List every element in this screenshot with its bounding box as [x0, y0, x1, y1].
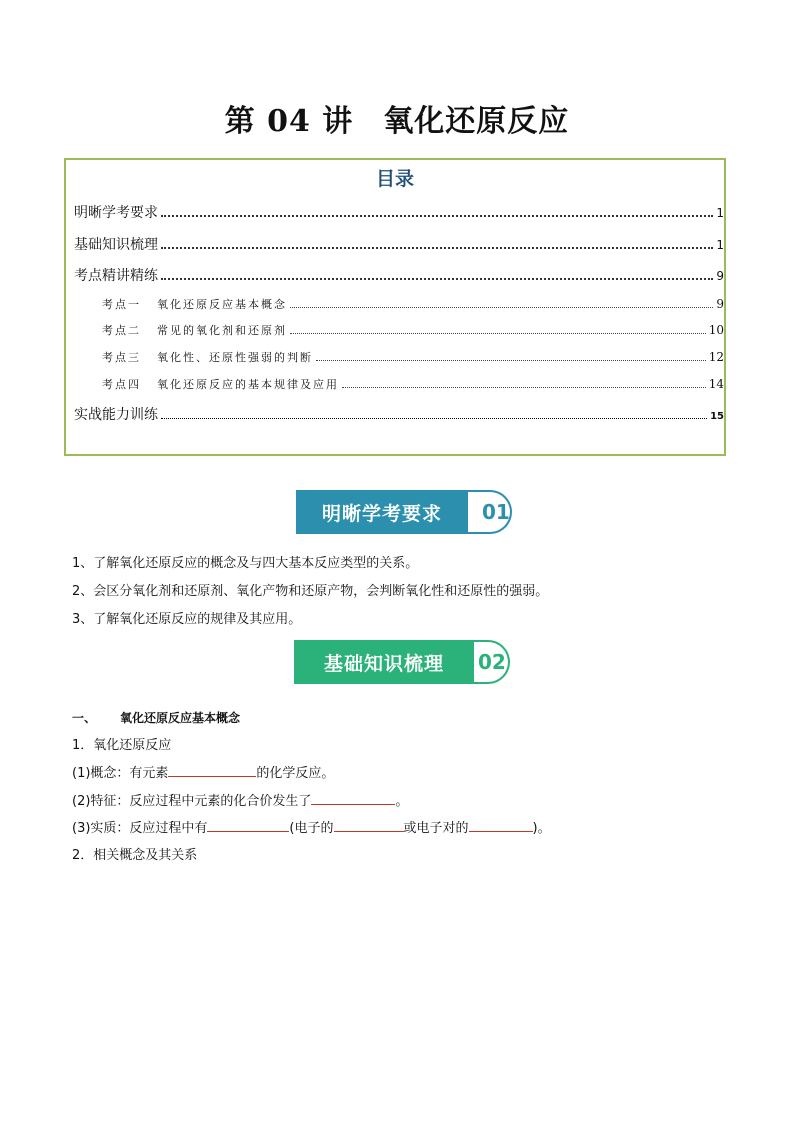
requirement-item: 3、了解氧化还原反应的规律及其应用。	[72, 612, 302, 627]
banner-label: 基础知识梳理	[294, 640, 474, 684]
section-banner-requirements	[296, 490, 512, 534]
fill-in-feature: (2)特征：反应过程中元素的化合价发生了 。	[72, 794, 409, 809]
banner-number: 01	[468, 490, 512, 534]
toc-entry-practice[interactable]: 实战能力训练 15	[74, 407, 724, 423]
requirement-item: 2、会区分氧化剂和还原剂、氧化产物和还原产物，会判断氧化性和还原性的强弱。	[72, 584, 549, 599]
toc-subentry-2[interactable]: 考点二 常见的氧化剂和还原剂 10	[102, 323, 724, 337]
toc-entry-basics[interactable]: 基础知识梳理 1	[74, 237, 724, 253]
answer-blank[interactable]	[334, 819, 404, 832]
section-banner-basics	[294, 640, 510, 684]
answer-blank[interactable]	[469, 819, 533, 832]
banner-number: 02	[474, 640, 510, 684]
subheading: 1．氧化还原反应	[72, 738, 172, 753]
requirement-item: 1、了解氧化还原反应的概念及与四大基本反应类型的关系。	[72, 556, 419, 571]
toc-entry-key-points[interactable]: 考点精讲精练 9	[74, 268, 724, 284]
table-of-contents	[64, 158, 726, 456]
toc-subentry-1[interactable]: 考点一 氧化还原反应基本概念 9	[102, 297, 724, 311]
toc-entry-requirements[interactable]: 明晰学考要求 1	[74, 205, 724, 221]
section-heading: 一、 氧化还原反应基本概念	[72, 711, 241, 725]
answer-blank[interactable]	[311, 792, 395, 805]
fill-in-concept: (1)概念：有元素 的化学反应。	[72, 766, 335, 781]
answer-blank[interactable]	[207, 819, 289, 832]
fill-in-essence: (3)实质：反应过程中有 (电子的 或电子对的 )。	[72, 821, 551, 836]
toc-subentry-4[interactable]: 考点四 氧化还原反应的基本规律及应用 14	[102, 377, 724, 391]
answer-blank[interactable]	[168, 764, 256, 777]
toc-heading: 目录	[375, 168, 414, 190]
subheading: 2．相关概念及其关系	[72, 848, 198, 863]
banner-label: 明晰学考要求	[296, 490, 468, 534]
toc-subentry-3[interactable]: 考点三 氧化性、还原性强弱的判断 12	[102, 350, 724, 364]
page-title: 第 04 讲 氧化还原反应	[224, 104, 570, 139]
